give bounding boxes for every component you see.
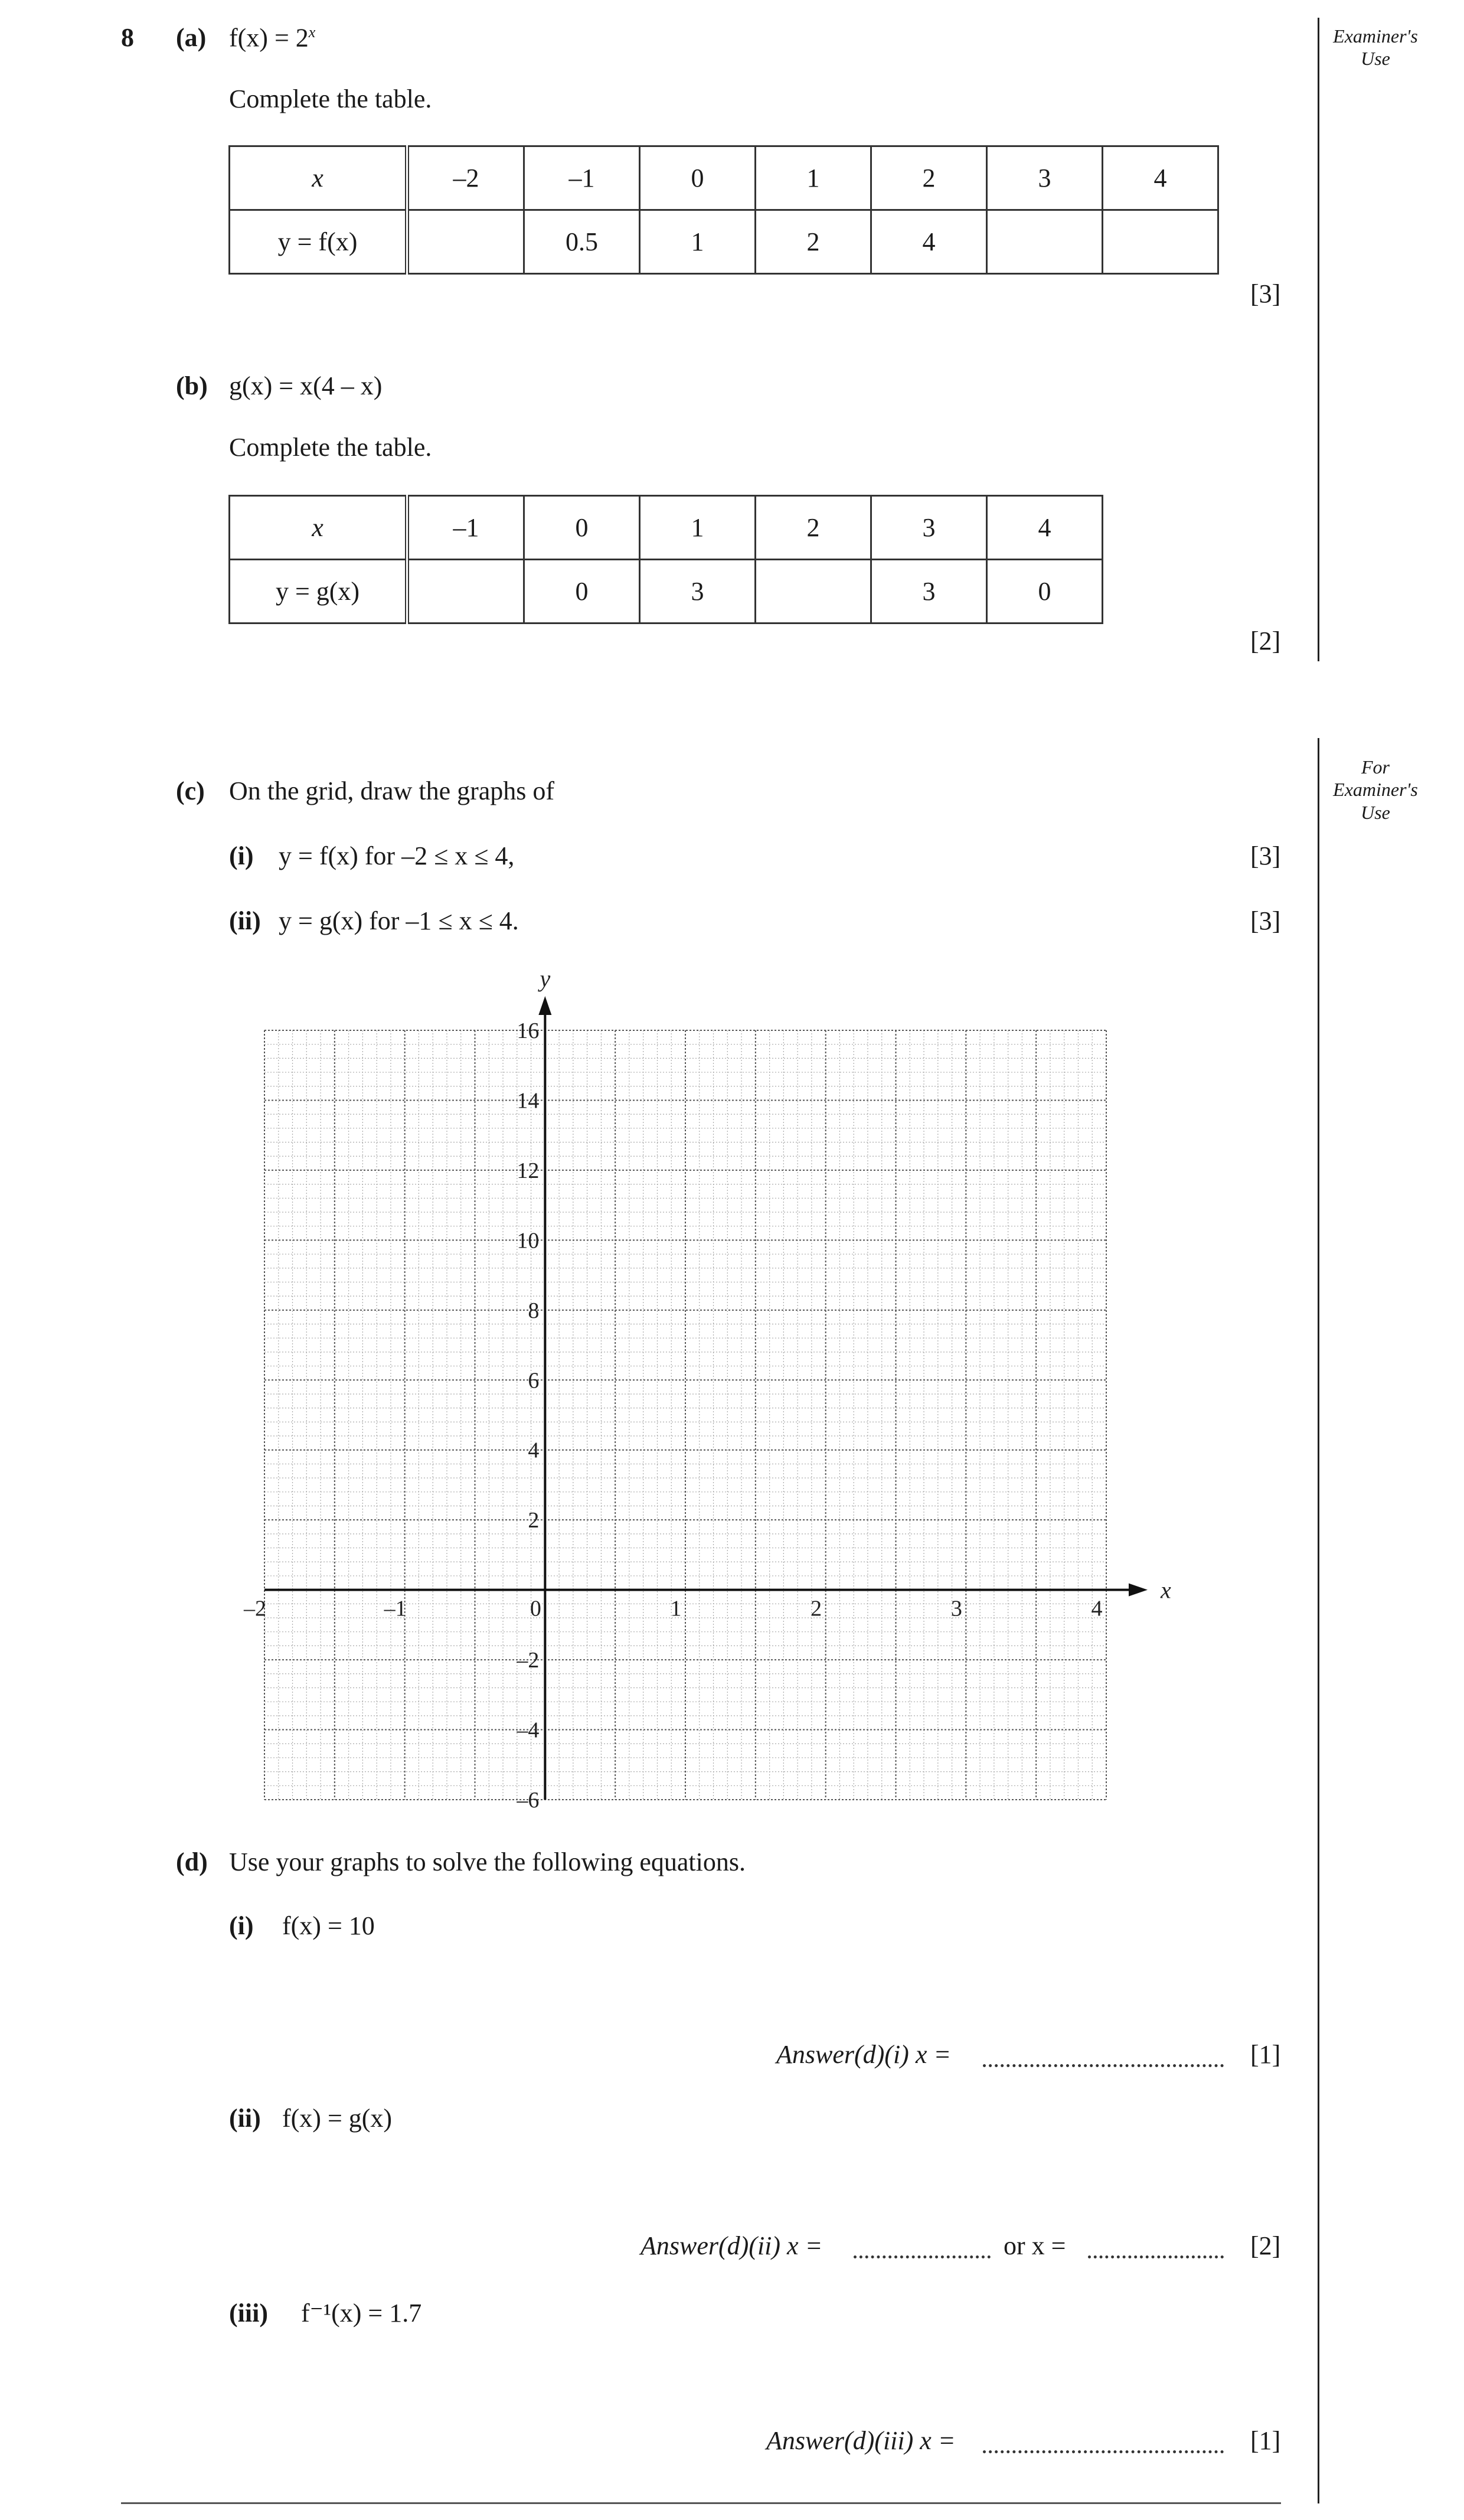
x-tick-label: 3 bbox=[950, 1596, 962, 1621]
x-tick-label: –2 bbox=[244, 1596, 266, 1621]
part-d-iii-marks: [1] bbox=[1250, 2426, 1281, 2455]
part-d-ii-marks: [2] bbox=[1250, 2231, 1281, 2260]
table-header-y: y = g(x) bbox=[230, 560, 407, 624]
table-cell[interactable]: 1 bbox=[756, 146, 871, 210]
table-row-x bbox=[230, 146, 1218, 210]
y-tick-label: 2 bbox=[528, 1508, 540, 1533]
y-tick-label: –6 bbox=[517, 1788, 540, 1813]
table-cell-input[interactable] bbox=[407, 210, 524, 274]
answer-d-ii-field-2[interactable] bbox=[1088, 2255, 1224, 2258]
part-c-i-text: y = f(x) for –2 ≤ x ≤ 4, bbox=[279, 841, 515, 870]
answer-d-i-field[interactable] bbox=[983, 2064, 1224, 2067]
table-cell[interactable]: 3 bbox=[987, 146, 1103, 210]
part-d-iii-equation: f⁻¹(x) = 1.7 bbox=[301, 2299, 422, 2328]
part-d-i-label: (i) bbox=[229, 1911, 254, 1940]
table-cell-input[interactable] bbox=[987, 210, 1103, 274]
answer-d-iii-label: Answer(d)(iii) x = bbox=[766, 2426, 956, 2455]
part-c-ii-text: y = g(x) for –1 ≤ x ≤ 4. bbox=[279, 906, 519, 935]
table-cell-input[interactable]: 0.5 bbox=[524, 210, 640, 274]
part-b-label: (b) bbox=[176, 371, 208, 400]
answer-d-iii-field[interactable] bbox=[983, 2450, 1224, 2453]
part-d-ii-label: (ii) bbox=[229, 2104, 261, 2133]
part-d-label: (d) bbox=[176, 1847, 208, 1876]
part-d-iii-label: (iii) bbox=[229, 2299, 268, 2328]
table-cell-input[interactable]: 1 bbox=[640, 210, 756, 274]
answer-d-ii-label: Answer(d)(ii) x = bbox=[640, 2231, 823, 2260]
margin-rule-top bbox=[1318, 18, 1319, 661]
part-d-ii-equation: f(x) = g(x) bbox=[282, 2104, 393, 2133]
x-tick-label: 4 bbox=[1091, 1596, 1103, 1621]
part-a-table bbox=[228, 145, 1219, 275]
question-number: 8 bbox=[121, 23, 134, 52]
table-cell-input[interactable]: 0 bbox=[987, 560, 1103, 624]
table-header-x: x bbox=[230, 146, 407, 210]
table-cell[interactable]: 0 bbox=[640, 146, 756, 210]
for-examiners-use-label: For Examiner's Use bbox=[1333, 756, 1418, 823]
part-b-function: g(x) = x(4 – x) bbox=[229, 371, 383, 400]
answer-d-ii-field-1[interactable] bbox=[854, 2255, 991, 2258]
part-c-ii-label: (ii) bbox=[229, 906, 261, 935]
part-d-text: Use your graphs to solve the following equations. bbox=[229, 1847, 746, 1876]
y-tick-label: 12 bbox=[517, 1158, 540, 1183]
answer-d-i-label: Answer(d)(i) x = bbox=[776, 2040, 952, 2069]
part-b-table bbox=[228, 495, 1103, 624]
y-tick-label: 8 bbox=[528, 1298, 540, 1323]
part-c-label: (c) bbox=[176, 776, 205, 805]
table-cell-input[interactable] bbox=[1103, 210, 1218, 274]
part-c-i-label: (i) bbox=[229, 841, 254, 870]
y-tick-label: 14 bbox=[517, 1088, 540, 1114]
y-tick-label: –4 bbox=[517, 1718, 540, 1743]
table-cell-input[interactable]: 4 bbox=[871, 210, 987, 274]
table-cell[interactable]: 2 bbox=[871, 146, 987, 210]
table-cell[interactable]: 3 bbox=[871, 496, 987, 560]
y-tick-label: 4 bbox=[528, 1438, 540, 1463]
table-cell-input[interactable]: 3 bbox=[871, 560, 987, 624]
table-cell-input[interactable]: 0 bbox=[524, 560, 640, 624]
table-cell[interactable]: 0 bbox=[524, 496, 640, 560]
x-tick-label: 0 bbox=[530, 1596, 541, 1621]
part-d-i-equation: f(x) = 10 bbox=[282, 1911, 375, 1940]
part-c-ii-marks: [3] bbox=[1250, 906, 1281, 935]
x-tick-label: 2 bbox=[811, 1596, 822, 1621]
table-row-y bbox=[230, 560, 1103, 624]
part-c-text: On the grid, draw the graphs of bbox=[229, 776, 555, 805]
part-c-i-marks: [3] bbox=[1250, 841, 1281, 870]
x-axis-label: x bbox=[1161, 1576, 1171, 1604]
table-cell[interactable]: –1 bbox=[407, 496, 524, 560]
y-tick-label: 10 bbox=[517, 1228, 540, 1254]
part-a-instruction: Complete the table. bbox=[229, 84, 432, 113]
table-cell-input[interactable] bbox=[756, 560, 871, 624]
table-cell[interactable]: 1 bbox=[640, 496, 756, 560]
part-a-function: $f(x) = 2^x$ bbox=[229, 23, 316, 53]
table-cell[interactable]: 2 bbox=[756, 496, 871, 560]
table-cell[interactable]: –1 bbox=[524, 146, 640, 210]
table-cell[interactable]: 4 bbox=[987, 496, 1103, 560]
page-bottom-rule bbox=[121, 2502, 1281, 2504]
part-a-marks: [3] bbox=[1250, 279, 1281, 308]
table-cell[interactable]: 4 bbox=[1103, 146, 1218, 210]
part-d-i-marks: [1] bbox=[1250, 2040, 1281, 2069]
table-row-y bbox=[230, 210, 1218, 274]
y-axis-arrow-icon bbox=[538, 996, 551, 1015]
table-header-x: x bbox=[230, 496, 407, 560]
table-cell[interactable]: –2 bbox=[407, 146, 524, 210]
y-tick-label: 6 bbox=[528, 1368, 540, 1393]
graph-grid[interactable] bbox=[224, 957, 1181, 1824]
answer-d-ii-or-label: or x = bbox=[1004, 2231, 1066, 2260]
y-tick-label: –2 bbox=[517, 1648, 540, 1673]
table-row-x bbox=[230, 496, 1103, 560]
table-cell-input[interactable]: 3 bbox=[640, 560, 756, 624]
margin-rule-bottom bbox=[1318, 738, 1319, 2503]
x-axis-arrow-icon bbox=[1129, 1584, 1148, 1597]
table-cell-input[interactable] bbox=[407, 560, 524, 624]
part-b-marks: [2] bbox=[1250, 626, 1281, 655]
part-b-instruction: Complete the table. bbox=[229, 433, 432, 462]
examiners-use-label: Examiner's Use bbox=[1333, 25, 1418, 70]
y-axis-label: y bbox=[540, 965, 551, 992]
x-tick-label: –1 bbox=[384, 1596, 407, 1621]
table-header-y: y = f(x) bbox=[230, 210, 407, 274]
part-a-label: (a) bbox=[176, 23, 207, 52]
x-tick-label: 1 bbox=[670, 1596, 682, 1621]
y-tick-label: 16 bbox=[517, 1019, 540, 1043]
table-cell-input[interactable]: 2 bbox=[756, 210, 871, 274]
